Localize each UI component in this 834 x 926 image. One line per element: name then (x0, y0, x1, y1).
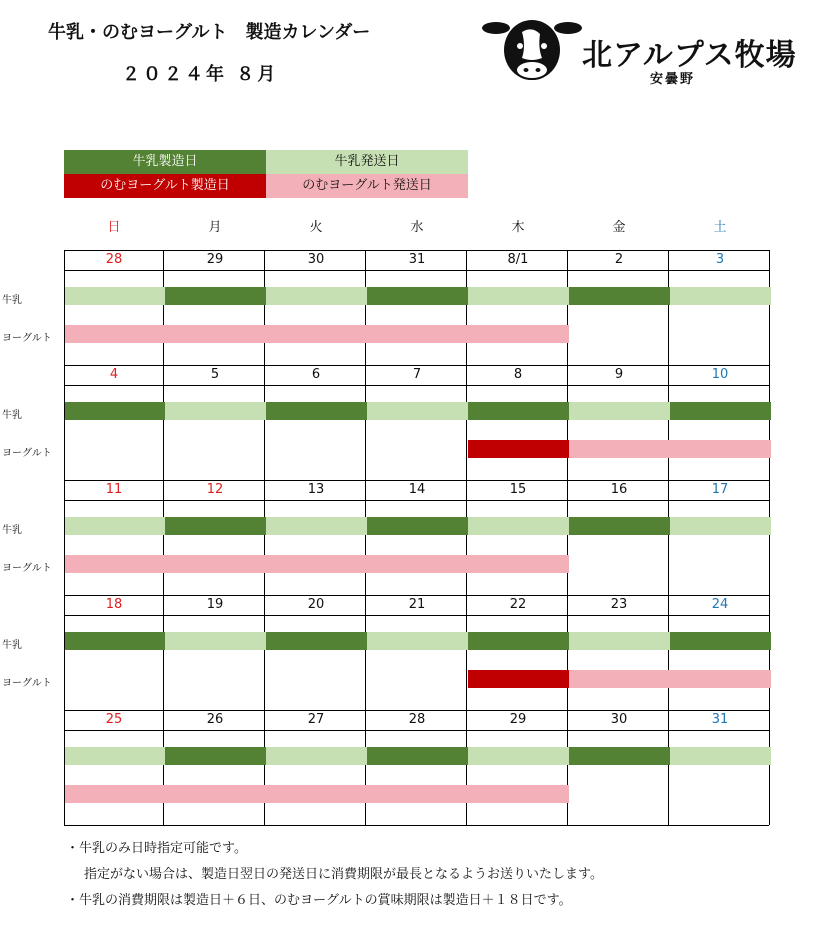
row-label-yogurt: ヨーグルト (2, 563, 52, 574)
milk-production-bar (367, 747, 468, 765)
row-label-yogurt: ヨーグルト (2, 448, 52, 459)
weekday-tue: 火 (309, 220, 323, 235)
date-number: 18 (105, 597, 123, 612)
milk-shipping-bar (64, 747, 165, 765)
milk-shipping-bar (670, 747, 771, 765)
notes (66, 836, 603, 914)
calendar-week (64, 250, 769, 365)
date-number: 5 (210, 367, 220, 382)
milk-shipping-bar (468, 287, 569, 305)
legend-yogurt-ship: のむヨーグルト発送日 (266, 174, 468, 198)
date-number: 16 (610, 482, 628, 497)
weekday-mon: 月 (208, 220, 222, 235)
yogurt-shipping-bar (266, 325, 367, 343)
date-number: 30 (610, 712, 628, 727)
yogurt-shipping-bar (569, 440, 670, 458)
milk-shipping-bar (266, 287, 367, 305)
date-number: 9 (614, 367, 624, 382)
date-number: 24 (711, 597, 729, 612)
calendar-week (64, 595, 769, 710)
milk-production-bar (569, 287, 670, 305)
milk-shipping-bar (64, 517, 165, 535)
brand-name: 北アルプス牧場 (582, 38, 797, 73)
yogurt-shipping-bar (266, 555, 367, 573)
weekday-sat: 土 (713, 220, 727, 235)
date-number: 20 (307, 597, 325, 612)
date-number: 31 (711, 712, 729, 727)
date-number: 6 (311, 367, 321, 382)
milk-shipping-bar (165, 632, 266, 650)
date-number: 31 (408, 252, 426, 267)
date-number: 12 (206, 482, 224, 497)
milk-shipping-bar (165, 402, 266, 420)
calendar-week (64, 365, 769, 480)
milk-production-bar (165, 287, 266, 305)
date-number: 13 (307, 482, 325, 497)
cow-icon (482, 12, 582, 82)
date-number: 30 (307, 252, 325, 267)
yogurt-shipping-bar (64, 785, 165, 803)
yogurt-production-bar (468, 440, 569, 458)
milk-shipping-bar (367, 632, 468, 650)
date-number: 25 (105, 712, 123, 727)
milk-production-bar (165, 747, 266, 765)
calendar-bottom-border (64, 825, 769, 826)
milk-production-bar (165, 517, 266, 535)
yogurt-shipping-bar (468, 325, 569, 343)
milk-shipping-bar (569, 632, 670, 650)
milk-production-bar (266, 402, 367, 420)
date-number: 15 (509, 482, 527, 497)
milk-production-bar (670, 632, 771, 650)
date-number: 8/1 (507, 252, 529, 267)
yogurt-shipping-bar (266, 785, 367, 803)
milk-production-bar (569, 517, 670, 535)
date-number: 28 (105, 252, 123, 267)
yogurt-shipping-bar (670, 440, 771, 458)
milk-shipping-bar (468, 747, 569, 765)
date-number: 29 (206, 252, 224, 267)
date-number: 17 (711, 482, 729, 497)
page-subtitle-month: ２０２４年 ８月 (122, 64, 279, 85)
note-line: 指定がない場合は、製造日翌日の発送日に消費期限が最長となるようお送りいたします。 (84, 867, 603, 882)
date-number: 29 (509, 712, 527, 727)
milk-production-bar (468, 402, 569, 420)
brand-logo (482, 12, 797, 87)
note-line: ・牛乳のみ日時指定可能です。 (66, 841, 247, 856)
date-number: 11 (105, 482, 123, 497)
milk-production-bar (367, 287, 468, 305)
legend-yogurt-make: のむヨーグルト製造日 (64, 174, 266, 198)
yogurt-shipping-bar (165, 325, 266, 343)
milk-shipping-bar (266, 517, 367, 535)
legend (64, 150, 468, 198)
weekday-thu: 木 (511, 220, 525, 235)
note-line: ・牛乳の消費期限は製造日＋６日、のむヨーグルトの賞味期限は製造日＋１８日です。 (66, 893, 572, 908)
date-number: 2 (614, 252, 624, 267)
milk-production-bar (569, 747, 670, 765)
milk-production-bar (64, 632, 165, 650)
weekday-header (64, 218, 769, 244)
milk-shipping-bar (367, 402, 468, 420)
milk-production-bar (64, 402, 165, 420)
yogurt-shipping-bar (165, 785, 266, 803)
yogurt-shipping-bar (670, 670, 771, 688)
legend-milk-make: 牛乳製造日 (64, 150, 266, 174)
date-number: 19 (206, 597, 224, 612)
row-label-yogurt: ヨーグルト (2, 678, 52, 689)
milk-shipping-bar (670, 517, 771, 535)
milk-production-bar (266, 632, 367, 650)
yogurt-shipping-bar (64, 325, 165, 343)
milk-shipping-bar (468, 517, 569, 535)
weekday-sun: 日 (107, 220, 121, 235)
calendar-week (64, 710, 769, 825)
milk-production-bar (367, 517, 468, 535)
row-label-yogurt: ヨーグルト (2, 333, 52, 344)
yogurt-shipping-bar (367, 555, 468, 573)
date-number: 27 (307, 712, 325, 727)
yogurt-shipping-bar (64, 555, 165, 573)
date-number: 28 (408, 712, 426, 727)
yogurt-shipping-bar (165, 555, 266, 573)
date-number: 22 (509, 597, 527, 612)
date-number: 21 (408, 597, 426, 612)
page-title: 牛乳・のむヨーグルト 製造カレンダー (48, 22, 371, 43)
milk-shipping-bar (64, 287, 165, 305)
yogurt-shipping-bar (367, 785, 468, 803)
milk-shipping-bar (266, 747, 367, 765)
brand-location: 安曇野 (650, 72, 696, 87)
date-number: 4 (109, 367, 119, 382)
calendar-left-border (64, 250, 65, 825)
milk-production-bar (670, 402, 771, 420)
yogurt-shipping-bar (569, 670, 670, 688)
milk-shipping-bar (670, 287, 771, 305)
milk-production-bar (468, 632, 569, 650)
yogurt-production-bar (468, 670, 569, 688)
date-number: 7 (412, 367, 422, 382)
date-number: 8 (513, 367, 523, 382)
weekday-wed: 水 (410, 220, 424, 235)
row-label-milk: 牛乳 (2, 295, 22, 306)
row-label-milk: 牛乳 (2, 640, 22, 651)
date-number: 3 (715, 252, 725, 267)
yogurt-shipping-bar (468, 785, 569, 803)
date-number: 14 (408, 482, 426, 497)
yogurt-shipping-bar (367, 325, 468, 343)
legend-milk-ship: 牛乳発送日 (266, 150, 468, 174)
row-label-milk: 牛乳 (2, 410, 22, 421)
date-number: 23 (610, 597, 628, 612)
milk-shipping-bar (569, 402, 670, 420)
calendar-week (64, 480, 769, 595)
date-number: 10 (711, 367, 729, 382)
date-number: 26 (206, 712, 224, 727)
row-label-milk: 牛乳 (2, 525, 22, 536)
yogurt-shipping-bar (468, 555, 569, 573)
weekday-fri: 金 (612, 220, 626, 235)
